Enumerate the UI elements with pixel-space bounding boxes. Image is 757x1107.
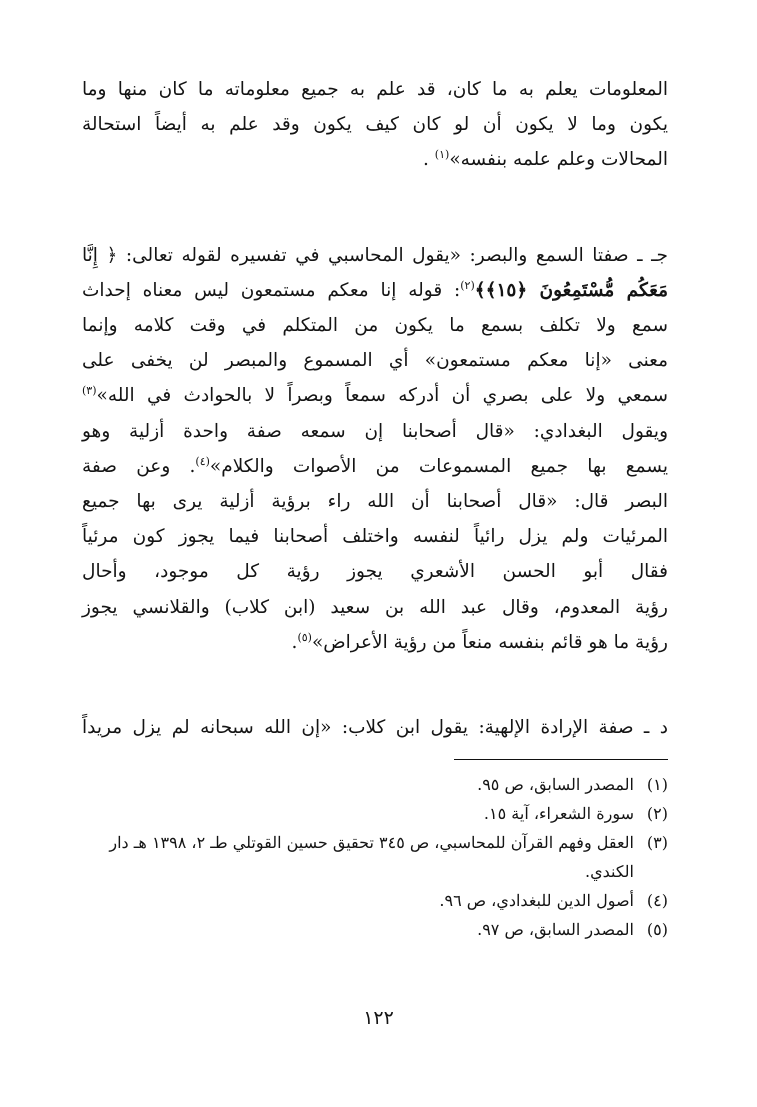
footnote-item (82, 915, 668, 944)
text-line: جـ ـ صفتا السمع والبصر: «يقول المحاسبي في تفسيره لقوله تعالى: ﴿ إِنَّا (82, 244, 668, 266)
text-line: يكون وما لا يكون أن لو كان كيف يكون وقد علم به أيضاً استحالة (82, 114, 668, 136)
footnote-number: (٤) (646, 891, 668, 911)
footnote-text: العقل وفهم القرآن للمحاسبي، ص ٣٤٥ تحقيق حسين القوتلي طـ ٢، ١٣٩٨ هـ دار الكندي. (109, 833, 634, 882)
footnote-number: (٢) (646, 804, 668, 824)
text-line: البصر قال: «قال أصحابنا أن الله راء برؤية أزلية يرى بها جميع (82, 491, 668, 513)
text-segment: يسمع بها جميع المسموعات من الأصوات والكلام» (209, 455, 668, 477)
text-line: المرئيات ولم يزل رائياً لنفسه واختلف أصحابنا فيما يجوز كون مرئياً (82, 526, 668, 548)
page-number: ١٢٢ (363, 1007, 394, 1029)
footnote-ref[interactable]: (٢) (460, 278, 475, 292)
footnote-divider (454, 759, 668, 760)
text-segment: سمعي ولا على بصري أن أدركه سمعاً وبصراً لا بالحوادث في الله» (96, 385, 668, 407)
footnote-number: (١) (646, 775, 668, 795)
text-segment: قوله إنا معكم مستمعون ليس معناه إحداث (82, 279, 443, 301)
punctuation: . (291, 631, 298, 653)
text-line: يسمع بها جميع المسموعات من الأصوات والكلام»$^{(٤)}$. وعن صفة (82, 454, 668, 477)
footnote-ref[interactable]: (١) (434, 148, 450, 162)
text-line: ويقول البغدادي: «قال أصحابنا إن سمعه صفة واحدة أزلية وهو (82, 420, 668, 442)
footnote-item (82, 770, 668, 799)
footnote-item (82, 828, 668, 886)
paragraph-will (82, 710, 668, 745)
text-line (82, 273, 668, 308)
footnote-text: أصول الدين للبغدادي، ص ٩٦. (439, 891, 634, 911)
punctuation: : (454, 279, 461, 301)
quran-verse: مَعَكُم مُّسْتَمِعُونَ ﴿١٥﴾﴾ (474, 279, 669, 301)
footnote-number: (٥) (646, 920, 668, 940)
text-segment: رؤية ما هو قائم بنفسه منعاً من رؤية الأعراض» (311, 631, 668, 653)
text-segment: وعن صفة (82, 455, 171, 477)
text-segment: المحالات وعلم علمه بنفسه» (449, 149, 668, 171)
page-body (82, 72, 668, 944)
footnote-text: المصدر السابق، ص ٩٧. (477, 920, 634, 940)
footnote-item (82, 886, 668, 915)
footnotes-list (82, 770, 668, 944)
footnote-text: سورة الشعراء، آية ١٥. (483, 804, 634, 824)
footnote-ref[interactable]: (٣) (82, 384, 97, 398)
text-line: فقال أبو الحسن الأشعري يجوز رؤية كل موجود، وأحال (82, 561, 668, 583)
footnote-ref[interactable]: (٥) (297, 630, 312, 644)
footnote-ref[interactable]: (٤) (195, 454, 210, 468)
paragraph-knowledge (82, 72, 668, 178)
text-line: سمع ولا تكلف بسمع ما يكون من المتكلم في وقت كلامه وإنما (82, 315, 668, 337)
punctuation: . (423, 149, 429, 171)
text-line (82, 142, 668, 177)
text-line: د ـ صفة الإرادة الإلهية: يقول ابن كلاب: «إن الله سبحانه لم يزل مريداً (82, 717, 668, 739)
text-line (82, 625, 668, 660)
footnote-text: المصدر السابق، ص ٩٥. (477, 775, 634, 795)
text-line: رؤية المعدوم، وقال عبد الله بن سعيد (ابن كلاب) والقلانسي يجوز (82, 596, 668, 618)
footnote-number: (٣) (646, 833, 668, 853)
text-line (82, 378, 668, 413)
text-line: المعلومات يعلم به ما كان، قد علم به جميع معلوماته ما كان منها وما (82, 79, 668, 100)
text-line: معنى «إنا معكم مستمعون» أي المسموع والمبصر لن يخفى على (82, 350, 668, 372)
paragraph-hearing-sight (82, 238, 668, 660)
footnote-item (82, 799, 668, 828)
